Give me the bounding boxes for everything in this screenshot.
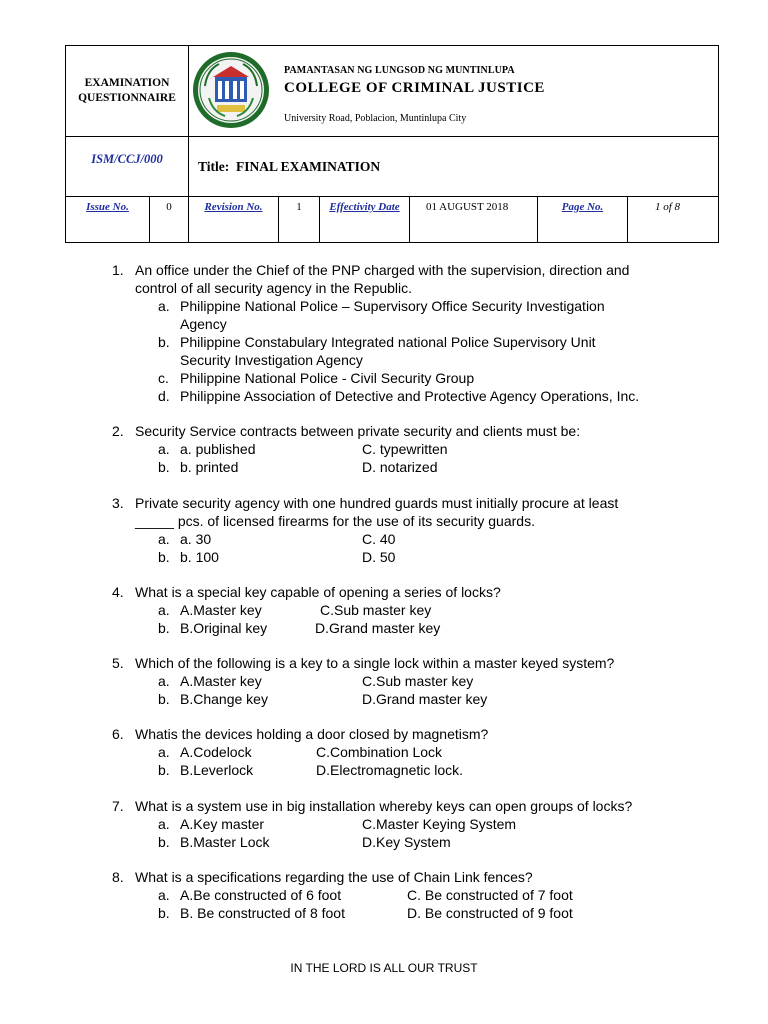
option-letter: b.	[158, 620, 170, 636]
option-left: B.Leverlock	[180, 762, 254, 778]
question-text-line: What is a system use in big installation whereby keys can open groups of locks?	[135, 798, 633, 814]
question-number: 5.	[112, 655, 124, 671]
question-text-line: What is a specifications regarding the use of Chain Link fences?	[135, 869, 533, 885]
option-right: D. notarized	[362, 459, 438, 475]
question-number: 1.	[112, 262, 124, 278]
option-text: Philippine Association of Detective and Protective Agency Operations, Inc.	[180, 388, 640, 404]
option-left: B. Be constructed of 8 foot	[180, 905, 345, 921]
option-left: B.Original key	[180, 620, 268, 636]
option-left: A.Master key	[180, 602, 262, 618]
question-text-line: control of all security agency in the Republic.	[135, 280, 413, 296]
question-number: 6.	[112, 726, 124, 742]
option-right: D.Grand master key	[362, 691, 488, 707]
page-label: Page No.	[561, 201, 604, 213]
option-right: C. typewritten	[362, 441, 448, 457]
question-text-line: Private security agency with one hundred guards must initially procure at least	[135, 495, 619, 511]
issue-value: 0	[166, 201, 172, 213]
title-value: FINAL EXAMINATION	[236, 159, 381, 174]
question-text-line: What is a special key capable of opening a series of locks?	[135, 584, 501, 600]
option-text: Security Investigation Agency	[180, 352, 363, 368]
option-right: C.Master Keying System	[362, 816, 517, 832]
option-right: C. 40	[362, 531, 396, 547]
issue-label: Issue No.	[86, 201, 129, 213]
option-text: Philippine Constabulary Integrated national Police Supervisory Unit	[180, 334, 596, 350]
college-name: COLLEGE OF CRIMINAL JUSTICE	[284, 80, 545, 96]
option-right: C.Sub master key	[320, 602, 432, 618]
question-number: 2.	[112, 423, 124, 439]
revision-label: Revision No.	[204, 201, 263, 213]
option-text: Agency	[180, 316, 227, 332]
option-left: A.Codelock	[180, 744, 252, 760]
option-left: a. published	[180, 441, 256, 457]
option-right: C. Be constructed of 7 foot	[407, 887, 573, 903]
option-letter: a.	[158, 441, 170, 457]
option-right: D.Electromagnetic lock.	[316, 762, 464, 778]
effectivity-value-cell	[410, 197, 538, 242]
document-code: ISM/CCJ/000	[91, 152, 163, 166]
question-text-line: An office under the Chief of the PNP charged with the supervision, direction and	[135, 262, 630, 278]
page-value: 1 of 8	[654, 201, 680, 213]
option-letter: b.	[158, 762, 170, 778]
document-title-cell	[189, 137, 718, 197]
page-value-cell	[628, 197, 718, 242]
title-label: Title:	[198, 159, 230, 174]
document-code-cell	[66, 137, 189, 197]
revision-label-cell	[189, 197, 279, 242]
option-text: Philippine National Police - Civil Security Group	[180, 370, 475, 386]
option-right: D. Be constructed of 9 foot	[407, 905, 573, 921]
option-right: D. 50	[362, 549, 396, 565]
revision-value-cell	[279, 197, 320, 242]
option-letter: a.	[158, 531, 170, 547]
option-letter: a.	[158, 887, 170, 903]
question-text-line: Which of the following is a key to a single lock within a master keyed system?	[135, 655, 615, 671]
option-letter: b.	[158, 691, 170, 707]
effectivity-label: Effectivity Date	[329, 201, 400, 213]
option-letter: b.	[158, 549, 170, 565]
option-left: A.Be constructed of 6 foot	[180, 887, 342, 903]
option-letter: b.	[158, 459, 170, 475]
option-letter: a.	[158, 673, 170, 689]
document-type: EXAMINATION QUESTIONNAIRE	[78, 77, 176, 104]
revision-value: 1	[296, 201, 302, 213]
option-left: B.Change key	[180, 691, 268, 707]
option-right: C.Combination Lock	[316, 744, 443, 760]
option-text: Philippine National Police – Supervisory Office Security Investigation	[180, 298, 605, 314]
option-letter: a.	[158, 744, 170, 760]
question-number: 8.	[112, 869, 124, 885]
option-letter: b.	[158, 834, 170, 850]
option-left: A.Master key	[180, 673, 262, 689]
option-left: A.Key master	[180, 816, 265, 832]
question-number: 4.	[112, 584, 124, 600]
issue-label-cell	[66, 197, 150, 242]
option-left: a. 30	[180, 531, 212, 547]
effectivity-value: 01 AUGUST 2018	[426, 201, 509, 213]
effectivity-label-cell	[320, 197, 410, 242]
question-text-line: Whatis the devices holding a door closed by magnetism?	[135, 726, 489, 742]
option-letter: a.	[158, 816, 170, 832]
college-info-cell	[189, 46, 718, 137]
question-number: 7.	[112, 798, 124, 814]
question-number: 3.	[112, 495, 124, 511]
option-left: B.Master Lock	[180, 834, 270, 850]
option-letter: b.	[158, 905, 170, 921]
question-text-line: Security Service contracts between private security and clients must be:	[135, 423, 581, 439]
option-letter: a.	[158, 298, 170, 314]
question-text-line: _____ pcs. of licensed firearms for the use of its security guards.	[135, 513, 535, 529]
university-seal-icon	[191, 50, 271, 130]
option-letter: b.	[158, 334, 170, 350]
option-letter: c.	[158, 370, 169, 386]
option-letter: d.	[158, 388, 170, 404]
document-header-table	[65, 45, 719, 243]
option-left: b. printed	[180, 459, 239, 475]
option-left: b. 100	[180, 549, 219, 565]
option-letter: a.	[158, 602, 170, 618]
footer-motto: IN THE LORD IS ALL OUR TRUST	[290, 961, 478, 975]
option-right: D.Key System	[362, 834, 451, 850]
option-right: D.Grand master key	[315, 620, 441, 636]
university-name: PAMANTASAN NG LUNGSOD NG MUNTINLUPA	[284, 65, 515, 76]
college-address: University Road, Poblacion, Muntinlupa City	[284, 113, 467, 124]
option-right: C.Sub master key	[362, 673, 474, 689]
issue-value-cell	[150, 197, 189, 242]
page-label-cell	[538, 197, 628, 242]
document-type-cell	[66, 46, 189, 137]
